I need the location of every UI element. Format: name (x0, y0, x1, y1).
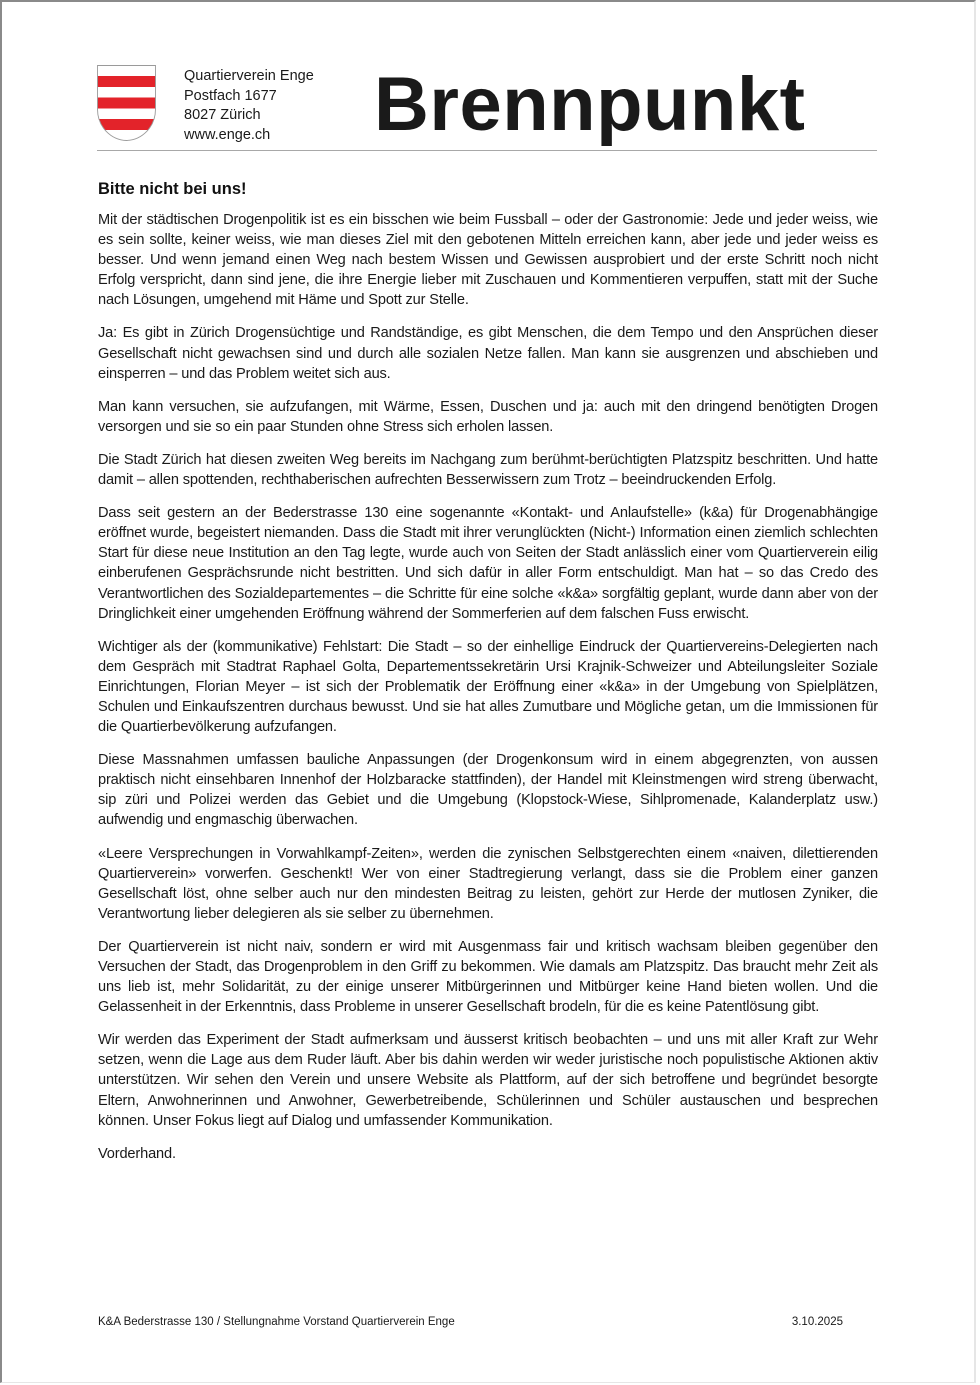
article-paragraph: Die Stadt Zürich hat diesen zweiten Weg bereits im Nachgang zum berühmt-berüchtigten Platzspitz beschritten. Und hatte damit – allen spottenden, rechthaberischen aufrechten Besserwissern zum Trotz – beeindruckenden Erfolg. (98, 451, 878, 489)
article-paragraph: Dass seit gestern an der Bederstrasse 130 eine sogenannte «Kontakt- und Anlaufstelle» (k&a) für Drogenabhängige eröffnet wurde, begeistert niemanden. Dass die Stadt mit ihrer verunglückten (Nicht-) Information einen ziemlich schlechten Start für diese neue Institution an den Tag legte, wurde auch von Seiten der Stadt anlässlich einer vom Quartierverein eilig einberufenen Gesprächsrunde nicht bestritten. Und sich dafür in aller Form entschuldigt. Man hat – so das Credo des Verantwortlichen des Sozialdepartementes – die Schritte für eine solche «k&a» sorgfältig geplant, wurde dann aber von der Dringlichkeit einer umgehenden Eröffnung während der Sommerferien auf dem falschen Fuss erwischt. (98, 505, 878, 622)
organization-name: Quartierverein Enge (184, 68, 314, 84)
footer-caption: K&A Bederstrasse 130 / Stellungnahme Vorstand Quartierverein Enge (98, 1316, 455, 1328)
article-paragraph: Wir werden das Experiment der Stadt aufmerksam und äusserst kritisch beobachten – und uns mit aller Kraft zur Wehr setzen, wenn die Lage aus dem Ruder läuft. Aber bis dahin werden wir weder juristische noch populistische Aktionen aktiv unterstützen. Wir sehen den Verein und unsere Website als Plattform, auf der sich betroffene und begründet besorgte Eltern, Anwohnerinnen und Anwohner, Gewerbetreibende, Schülerinnen und Schüler austauschen und besprechen können. Unser Fokus liegt auf Dialog und umfassender Kommunikation. (98, 1032, 878, 1129)
coat-of-arms-shield-icon (97, 65, 156, 141)
article-paragraph: Diese Massnahmen umfassen bauliche Anpassungen (der Drogenkonsum wird in einem abgegrenzten, von aussen praktisch nicht einsehbaren Innenhof der Holzbaracke stattfinden), der Handel mit Kleinstmengen wird streng überwacht, sip züri und Polizei werden das Gebiet und die Umgebung (Klopstock-Wiese, Sihlpromenade, Kalanderplatz usw.) aufwendig und engmaschig überwachen. (98, 752, 878, 829)
article-paragraph: Man kann versuchen, sie aufzufangen, mit Wärme, Essen, Duschen und ja: auch mit den dringend benötigten Drogen versorgen und sie so ein paar Stunden ohne Stress sich erholen lassen. (98, 398, 878, 435)
article-paragraph: «Leere Versprechungen in Vorwahlkampf-Zeiten», werden die zynischen Selbstgerechten einem «naiven, dilettierenden Quartierverein» vorwerfen. Geschenkt! Wer von einer Stadtregierung verlangt, dass sie die Problem einer ganzen Gesellschaft löst, ohne selber auch nur den mindesten Beitrag zu leisten, gehört zur Herde der mutlosen Zyniker, die Verantwortung lieber delegieren als sie selber zu übernehmen. (98, 845, 878, 922)
article-body (98, 178, 878, 1177)
article-paragraph: Wichtiger als der (kommunikative) Fehlstart: Die Stadt – so der einhellige Eindruck der Quartiervereins-Delegierten nach dem Gespräch mit Stadtrat Raphael Golta, Departementssekretärin Ursi Krajnik-Schweizer und Abteilungsleiter Soziale Einrichtungen, Florian Meyer – ist sich der Problematik der Eröffnung einer «k&a» in der Umgebung von Spielplätzen, Schulen und Einkaufszentren durchaus bewusst. Und sie hat alles Zumutbare und Mögliche getan, um die Immissionen für die Quartierbevölkerung aufzufangen. (98, 638, 878, 736)
article-title: Bitte nicht bei uns! (98, 180, 247, 198)
masthead-title: Brennpunkt (374, 62, 806, 147)
organization-postbox: Postfach 1677 (184, 87, 277, 104)
article-paragraph: Mit der städtischen Drogenpolitik ist es ein bisschen wie beim Fussball – oder der Gastronomie: Jede und jeder weiss, wie es sein sollte, keiner weiss, wie man dieses Ziel mit den gebotenen Mitteln erreichen kann, aber jede und jeder weiss es besser. Und wenn jemand einen Weg nach bestem Wissen und Gewissen ausprobiert und der erste Schritt noch nicht Erfolg verspricht, dann sind jene, die ihre Energie lieber mit Zuschauen und Kommentieren verpuffen, statt mit der Suche nach Lösungen, umgehend mit Häme und Spott zur Stelle. (98, 212, 878, 309)
article-closing: Vorderhand. (98, 1145, 176, 1162)
organization-website: www.enge.ch (184, 126, 271, 143)
header-divider (97, 150, 877, 151)
footer-date: 3.10.2025 (791, 1316, 843, 1328)
article-paragraph: Der Quartierverein ist nicht naiv, sondern er wird mit Ausgenmass fair und kritisch wachsam bleiben gegenüber den Versuchen der Stadt, das Drogenproblem in den Griff zu bekommen. Wie damals am Platzspitz. Das braucht mehr Zeit als uns lieb ist, mehr Solidarität, zu der einige unserer Mitbürgerinnen und Mitbürger keine Hand bieten wollen. Und die Gelassenheit in der Erkenntnis, dass Probleme in unserer Gesellschaft brodeln, für die es keine Patentlösung gibt. (98, 938, 878, 1016)
organization-city: 8027 Zürich (184, 107, 261, 123)
organization-address (184, 67, 314, 145)
article-paragraph: Ja: Es gibt in Zürich Drogensüchtige und Randständige, es gibt Menschen, die dem Tempo und den Ansprüchen dieser Gesellschaft nicht gewachsen sind und durch alle sozialen Netze fallen. Man kann sie ausgrenzen und abschieben und einsperren – und das Problem weitet sich aus. (98, 325, 878, 382)
page-footer (98, 1314, 843, 1330)
